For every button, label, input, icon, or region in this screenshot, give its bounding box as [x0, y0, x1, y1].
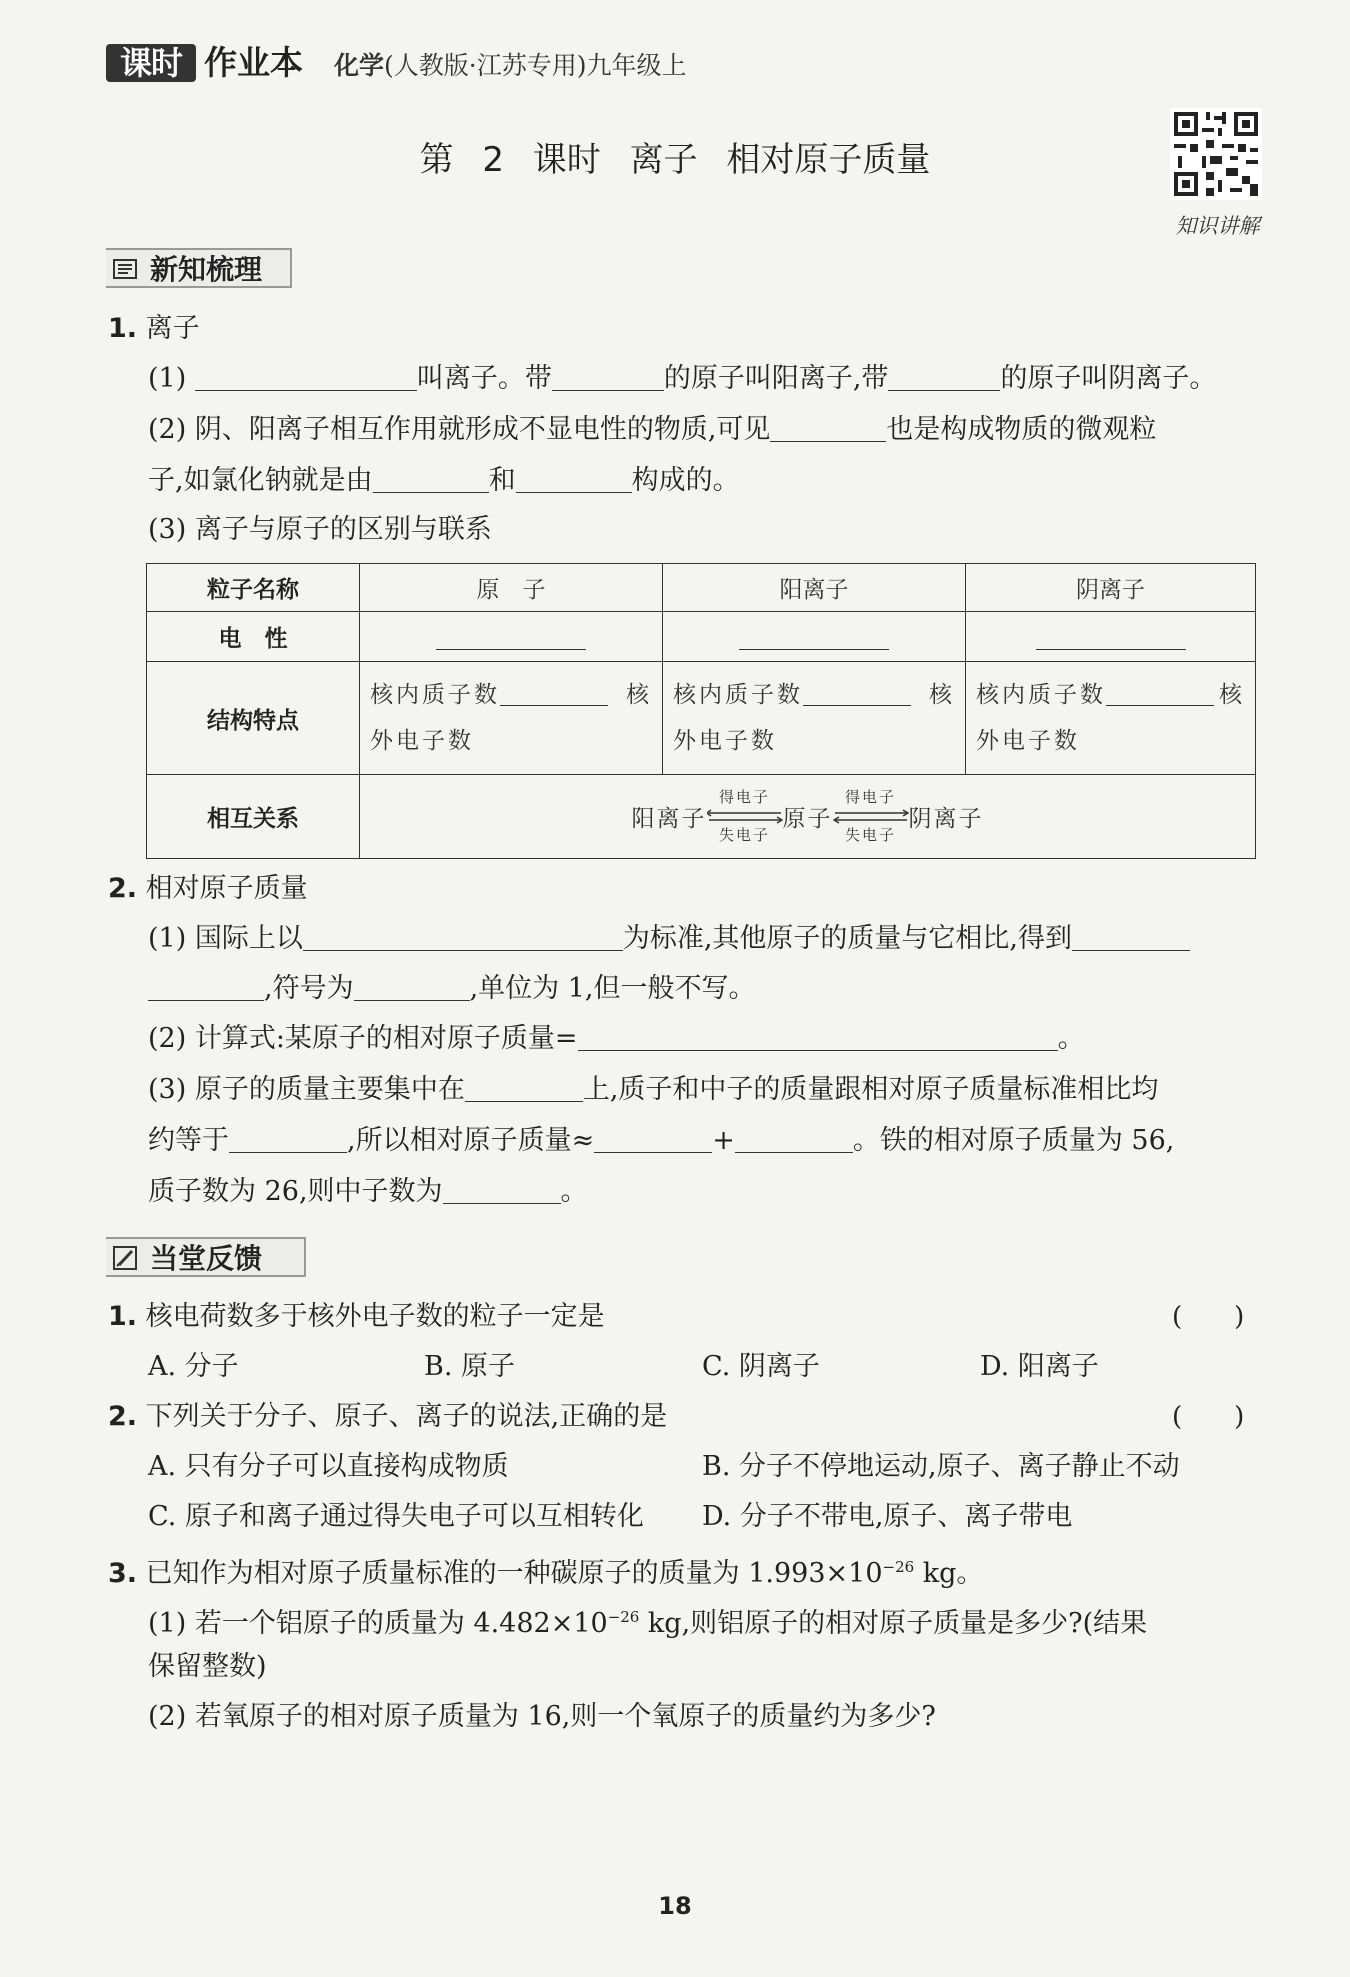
- blank[interactable]: [195, 362, 417, 391]
- q2-part2: (2) 计算式:某原子的相对原子质量= 。: [148, 1023, 1085, 1054]
- rel-anion: 阴离子: [908, 806, 984, 832]
- fb-q2-stem: 2. 下列关于分子、原子、离子的说法,正确的是: [108, 1401, 668, 1432]
- col-atom: 原 子: [360, 564, 663, 612]
- fb-q3-stem: 3. 已知作为相对原子质量标准的一种碳原子的质量为 $1.993\times 10^{-26}$ kg。: [108, 1558, 984, 1589]
- blank[interactable]: [770, 413, 886, 442]
- fb-q2-answer-paren[interactable]: ( ): [1172, 1402, 1245, 1432]
- section-header-new: 新知梳理: [106, 248, 292, 288]
- q1-part2-cont: 子,如氯化钠就是由 和 构成的。: [148, 465, 740, 496]
- fb-q2-option-b[interactable]: B. 分子不停地运动,原子、离子静止不动: [702, 1451, 1180, 1482]
- subject-line: 化学(人教版·江苏专用)九年级上: [334, 51, 687, 80]
- brand-text: 作业本: [204, 43, 303, 82]
- ion-atom-table: [146, 563, 1256, 859]
- blank[interactable]: [1072, 922, 1190, 951]
- book-icon: [112, 256, 138, 282]
- brand-logo: 课时: [106, 44, 196, 82]
- blank[interactable]: [803, 681, 911, 706]
- q2-title: 2. 相对原子质量: [108, 873, 308, 904]
- struct-atom: 核内质子数 核 外电子数: [360, 662, 663, 775]
- q1-part1: (1) 叫离子。带 的原子叫阳离子,带 的原子叫阴离子。: [148, 363, 1217, 394]
- q2-part3-cont: 约等于 ,所以相对原子质量≈ + 。铁的相对原子质量为 56,: [148, 1125, 1175, 1156]
- double-arrow-icon: [833, 809, 909, 825]
- q1-title: 1. 离子: [108, 313, 200, 344]
- q2-part3: (3) 原子的质量主要集中在 上,质子和中子的质量跟相对原子质量标准相比均: [148, 1074, 1159, 1105]
- arrow-gain-lose-1: 得电子 失电子: [707, 789, 783, 845]
- blank[interactable]: [739, 621, 889, 650]
- blank[interactable]: [373, 464, 489, 493]
- fb-q2-option-c[interactable]: C. 原子和离子通过得失电子可以互相转化: [148, 1501, 644, 1532]
- pencil-icon: [112, 1245, 138, 1271]
- section-header-feedback: 当堂反馈: [106, 1237, 306, 1277]
- blank[interactable]: [888, 362, 1000, 391]
- fb-q1-stem: 1. 核电荷数多于核外电子数的粒子一定是: [108, 1301, 605, 1332]
- page-number: 18: [658, 1892, 692, 1920]
- table-head-name: 粒子名称: [147, 564, 360, 612]
- struct-anion: 核内质子数 核 外电子数: [966, 662, 1256, 775]
- relation-cell: [360, 775, 1256, 859]
- blank[interactable]: [1106, 681, 1214, 706]
- blank[interactable]: [354, 972, 470, 1001]
- blank[interactable]: [1036, 621, 1186, 650]
- arrow-gain-lose-2: 得电子 失电子: [833, 789, 909, 845]
- table-head-charge: 电 性: [147, 612, 360, 662]
- blank[interactable]: [465, 1073, 583, 1102]
- blank[interactable]: [229, 1124, 347, 1153]
- blank[interactable]: [735, 1124, 853, 1153]
- fb-q2-option-a[interactable]: A. 只有分子可以直接构成物质: [148, 1451, 509, 1482]
- blank[interactable]: [552, 362, 664, 391]
- rel-atom: 原子: [782, 806, 833, 832]
- fb-q1-answer-paren[interactable]: ( ): [1172, 1302, 1245, 1332]
- blank[interactable]: [516, 464, 632, 493]
- table-head-relation: 相互关系: [147, 775, 360, 859]
- double-arrow-icon: [707, 809, 783, 825]
- blank[interactable]: [500, 681, 608, 706]
- q1-part3: (3) 离子与原子的区别与联系: [148, 514, 492, 545]
- blank[interactable]: [578, 1022, 1058, 1051]
- q2-part1: (1) 国际上以 为标准,其他原子的质量与它相比,得到: [148, 922, 1190, 956]
- fb-q1-option-d[interactable]: D. 阳离子: [980, 1351, 1099, 1382]
- q2-part3-end: 质子数为 26,则中子数为 。: [148, 1176, 588, 1207]
- table-head-struct: 结构特点: [147, 662, 360, 775]
- struct-cation: 核内质子数 核 外电子数: [663, 662, 966, 775]
- fb-q1-option-b[interactable]: B. 原子: [424, 1351, 516, 1382]
- rel-cation: 阳离子: [631, 806, 707, 832]
- col-cation: 阳离子: [663, 564, 966, 612]
- blank[interactable]: [594, 1124, 712, 1153]
- blank[interactable]: [436, 621, 586, 650]
- fb-q1-option-a[interactable]: A. 分子: [148, 1351, 239, 1382]
- col-anion: 阴离子: [966, 564, 1256, 612]
- fb-q1-option-c[interactable]: C. 阴离子: [702, 1351, 820, 1382]
- blank[interactable]: [443, 1175, 561, 1204]
- blank[interactable]: [148, 972, 264, 1001]
- fb-q2-option-d[interactable]: D. 分子不带电,原子、离子带电: [702, 1501, 1073, 1532]
- q2-part1-cont: ,符号为 ,单位为 1,但一般不写。: [148, 972, 756, 1006]
- lesson-title: 第 2 课时 离子 相对原子质量: [419, 140, 931, 180]
- qr-label: 知识讲解: [1175, 214, 1260, 238]
- blank[interactable]: [303, 922, 623, 951]
- q1-part2: (2) 阴、阳离子相互作用就形成不显电性的物质,可见 也是构成物质的微观粒: [148, 414, 1157, 445]
- qr-code-icon[interactable]: [1170, 108, 1262, 200]
- fb-q3-part1-cont: 保留整数): [148, 1651, 267, 1682]
- fb-q3-part2: (2) 若氧原子的相对原子质量为 16,则一个氧原子的质量约为多少?: [148, 1701, 936, 1732]
- fb-q3-part1: (1) 若一个铝原子的质量为 $4.482\times 10^{-26}$ kg,则铝原子的相对原子质量是多少?(结果: [148, 1608, 1148, 1639]
